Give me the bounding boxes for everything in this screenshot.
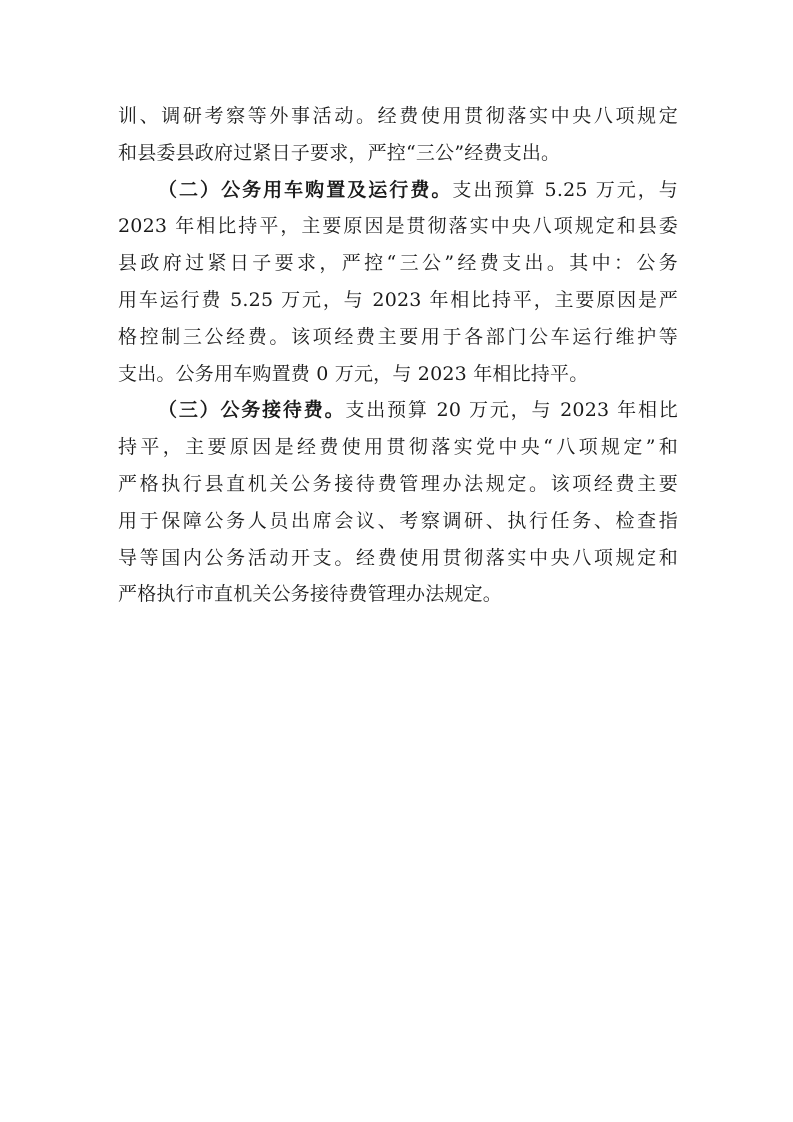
paragraph-reception-costs [118, 392, 678, 613]
text-line: 支出。公务用车购置费 0 万元，与 2023 年相比持平。 [118, 362, 589, 385]
text-line: 格控制三公经费。该项经费主要用于各部门公车运行维护等 [118, 325, 678, 348]
paragraph-foreign-affairs-continued [118, 98, 678, 172]
text-line: 严格执行县直机关公务接待费管理办法规定。该项经费主要 [118, 472, 678, 495]
text-span: 支出预算 20 万元，与 2023 年相比 [345, 399, 678, 422]
text-line: 持平，主要原因是经费使用贯彻落实党中央“八项规定”和 [118, 436, 678, 459]
text-line: 2023 年相比持平，主要原因是贯彻落实中央八项规定和县委 [118, 215, 678, 238]
document-body [118, 98, 678, 613]
text-line [118, 172, 678, 209]
text-line: 用车运行费 5.25 万元，与 2023 年相比持平，主要原因是严 [118, 288, 678, 311]
section-heading-vehicle: （二）公务用车购置及运行费。 [158, 178, 453, 201]
text-line: 严格执行市直机关公务接待费管理办法规定。 [118, 583, 503, 606]
section-heading-reception: （三）公务接待费。 [158, 399, 346, 422]
text-span: 支出预算 5.25 万元，与 [452, 178, 678, 201]
text-line: 用于保障公务人员出席会议、考察调研、执行任务、检查指 [118, 509, 678, 532]
text-line: 训、调研考察等外事活动。经费使用贯彻落实中央八项规定 [118, 105, 678, 127]
text-line [118, 392, 678, 429]
text-line: 县政府过紧日子要求，严控“三公”经费支出。其中：公务 [118, 252, 678, 275]
text-line: 导等国内公务活动开支。经费使用贯彻落实中央八项规定和 [118, 546, 678, 569]
text-line: 和县委县政府过紧日子要求，严控“三公”经费支出。 [118, 141, 561, 164]
paragraph-vehicle-costs [118, 172, 678, 393]
